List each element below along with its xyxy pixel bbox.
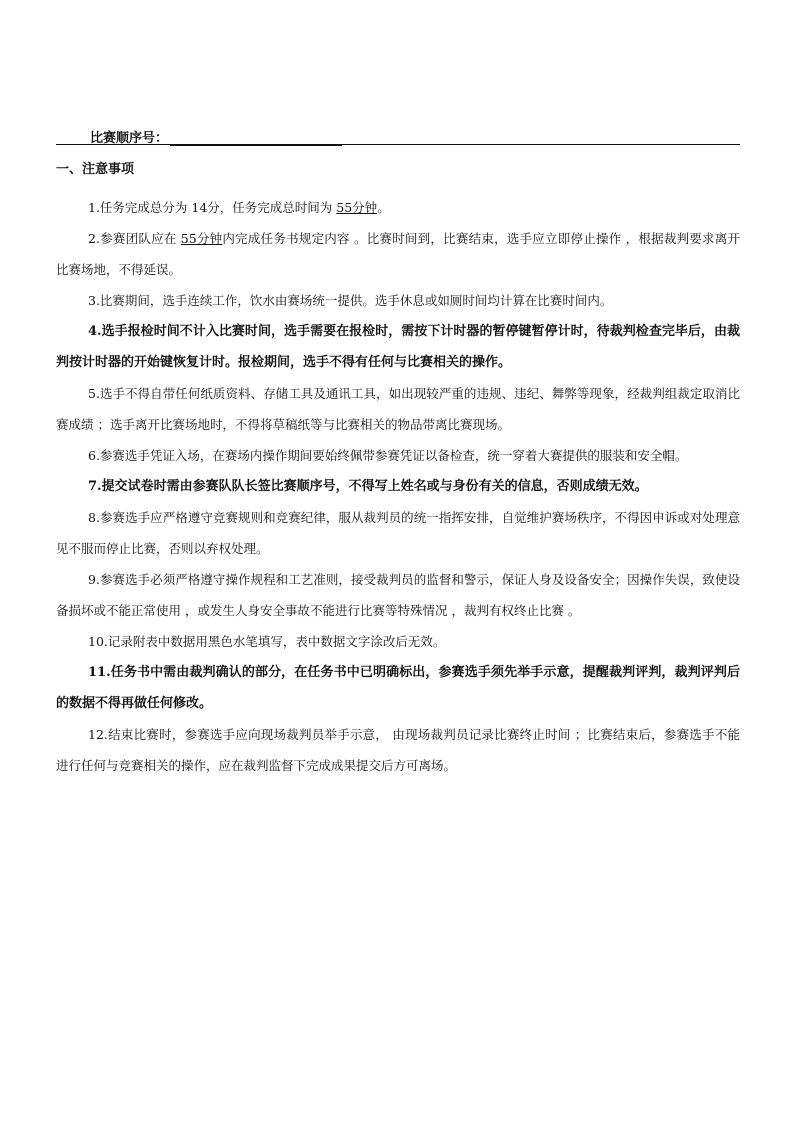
header-rule xyxy=(56,144,740,145)
order-number-label: 比赛顺序号： xyxy=(90,131,169,146)
notice-item-8: 8.参赛选手应严格遵守竞赛规则和竞赛纪律，服从裁判员的统一指挥安排，自觉维护赛场秩序，不得因申诉或对处理意见不服而停止比赛，否则以弃权处理。 xyxy=(56,510,740,556)
notice-item-10: 10.记录附表中数据用黑色水笔填写，表中数据文字涂改后无效。 xyxy=(88,634,446,649)
notice-item-6: 6.参赛选手凭证入场，在赛场内操作期间要始终佩带参赛凭证以备检查，统一穿着大赛提供的服装和安全帽。 xyxy=(88,448,688,463)
notice-item-7: 7.提交试卷时需由参赛队队长签比赛顺序号，不得写上姓名或与身份有关的信息，否则成绩无效。 xyxy=(88,479,648,494)
notice-item-12: 12.结束比赛时，参赛选手应向现场裁判员举手示意， 由现场裁判员记录比赛终止时间 ；比赛结束后，参赛选手不能进行任何与竞赛相关的操作，应在裁判监督下完成成果提交后方可离场。 xyxy=(56,727,740,773)
notice-item-4: 4.选手报检时间不计入比赛时间，选手需要在报检时，需按下计时器的暂停键暂停计时，待裁判检查完毕后，由裁判按计时器的开始键恢复计时。报检期间，选手不得有任何与比赛相关的操作。 xyxy=(56,324,740,370)
notice-item-3: 3.比赛期间，选手连续工作，饮水由赛场统一提供。选手休息或如厕时间均计算在比赛时间内。 xyxy=(88,293,613,308)
notice-item-2-text-a: 2.参赛团队应在 xyxy=(88,231,181,246)
notice-item-11: 11.任务书中需由裁判确认的部分，在任务书中已明确标出，参赛选手须先举手示意，提醒裁判评判，裁判评判后的数据不得再做任何修改。 xyxy=(56,665,740,711)
notice-item-5: 5.选手不得自带任何纸质资料、存储工具及通讯工具，如出现较严重的违规、违纪、舞弊等现象，经裁判组裁定取消比赛成绩 ；选手离开比赛场地时，不得将草稿纸等与比赛相关的物品带离比赛现场。 xyxy=(56,386,740,432)
notice-item-1-text-a: 1.任务完成总分为 14分，任务完成总时间为 xyxy=(88,200,337,215)
notice-item-2-text-c: 内完成任务书规定内容 。比赛时间到，比赛结束，选手应立即停止操作 ，根据裁判要求离开比赛场地，不得延误。 xyxy=(56,231,741,277)
notice-list xyxy=(56,192,740,781)
notice-item-9: 9.参赛选手必须严格遵守操作规程和工艺准则，接受裁判员的监督和警示，保证人身及设备安全；因操作失误，致使设备损坏或不能正常使用 ，或发生人身安全事故不能进行比赛等特殊情况 ，裁判有权终止比赛 。 xyxy=(56,572,740,618)
notice-item-1 xyxy=(56,192,740,223)
section-title: 一、注意事项 xyxy=(56,162,135,177)
notice-item-1-text-c: 。 xyxy=(377,200,390,215)
notice-item-2 xyxy=(56,223,740,285)
task-time-value: 55分钟 xyxy=(180,231,223,246)
total-time-value: 55分钟 xyxy=(336,200,378,215)
